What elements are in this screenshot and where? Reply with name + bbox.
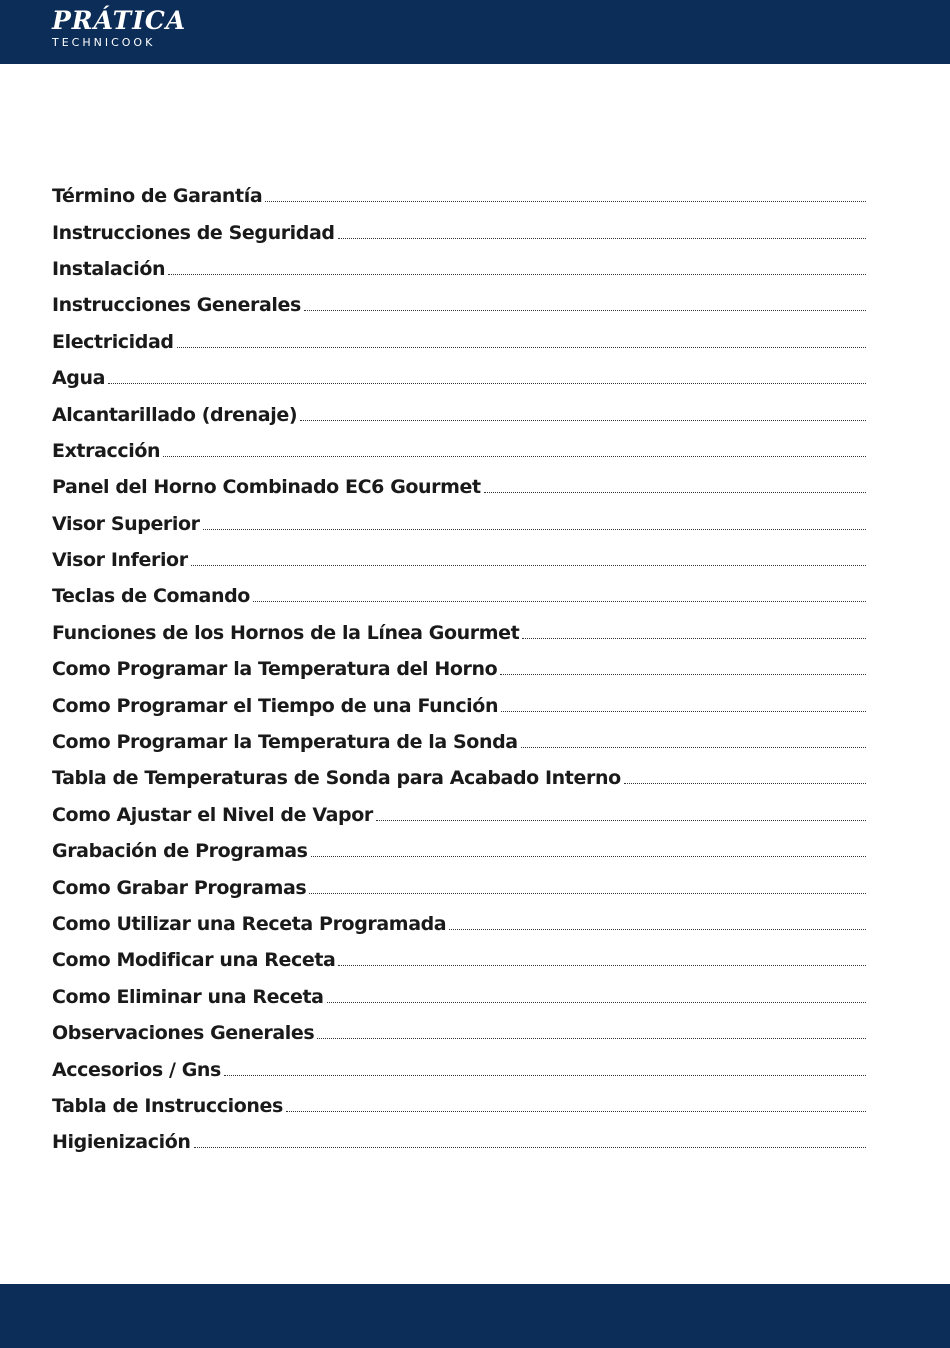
- toc-entry-label: Funciones de los Hornos de la Línea Gourmet: [52, 621, 520, 644]
- toc-entry[interactable]: [52, 942, 866, 978]
- toc-entry-label: Grabación de Programas: [52, 840, 308, 863]
- dot-leader: [300, 419, 866, 421]
- dot-leader: [376, 819, 866, 821]
- toc-entry[interactable]: [52, 833, 866, 869]
- toc-entry-label: Como Ajustar el Nivel de Vapor: [52, 803, 373, 826]
- dot-leader: [224, 1074, 866, 1076]
- toc-entry-label: Electricidad: [52, 330, 174, 353]
- toc-entry-label: Extracción: [52, 439, 161, 462]
- dot-leader: [338, 964, 866, 966]
- toc-entry-label: Tabla de Temperaturas de Sonda para Acabado Interno: [52, 767, 621, 790]
- toc-entry[interactable]: [52, 578, 866, 614]
- toc-entry-label: Higienización: [52, 1131, 191, 1154]
- toc-entry-label: Como Grabar Programas: [52, 876, 307, 899]
- toc-entry[interactable]: [52, 760, 866, 796]
- dot-leader: [253, 600, 866, 602]
- toc-entry[interactable]: [52, 1015, 866, 1051]
- dot-leader: [449, 928, 866, 930]
- toc-entry-label: Observaciones Generales: [52, 1022, 315, 1045]
- toc-entry-label: Como Programar el Tiempo de una Función: [52, 694, 499, 717]
- table-of-contents: [52, 178, 866, 1161]
- toc-entry[interactable]: [52, 724, 866, 760]
- dot-leader: [203, 528, 866, 530]
- brand-subtitle: TECHNICOOK: [52, 36, 156, 49]
- dot-leader: [311, 855, 866, 857]
- toc-entry-label: Como Modificar una Receta: [52, 949, 336, 972]
- toc-entry-label: Visor Superior: [52, 512, 200, 535]
- toc-entry[interactable]: [52, 797, 866, 833]
- toc-entry-label: Alcantarillado (drenaje): [52, 403, 298, 426]
- toc-entry[interactable]: [52, 906, 866, 942]
- toc-entry-label: Término de Garantía: [52, 185, 263, 208]
- toc-entry[interactable]: [52, 287, 866, 323]
- toc-entry[interactable]: [52, 324, 866, 360]
- dot-leader: [501, 710, 866, 712]
- dot-leader: [624, 782, 866, 784]
- dot-leader: [168, 273, 866, 275]
- dot-leader: [317, 1037, 866, 1039]
- toc-entry[interactable]: [52, 1124, 866, 1160]
- toc-entry[interactable]: [52, 360, 866, 396]
- toc-entry-label: Instalación: [52, 257, 166, 280]
- toc-entry[interactable]: [52, 1088, 866, 1124]
- toc-entry[interactable]: [52, 1051, 866, 1087]
- toc-entry[interactable]: [52, 506, 866, 542]
- toc-entry[interactable]: [52, 178, 866, 214]
- dot-leader: [521, 746, 866, 748]
- toc-entry[interactable]: [52, 469, 866, 505]
- toc-entry[interactable]: [52, 869, 866, 905]
- bottom-footer-bar: [0, 1284, 950, 1348]
- brand-logo: [52, 6, 186, 49]
- top-header-bar: [0, 0, 950, 64]
- dot-leader: [286, 1110, 866, 1112]
- dot-leader: [522, 637, 866, 639]
- dot-leader: [194, 1146, 867, 1148]
- toc-entry[interactable]: [52, 396, 866, 432]
- dot-leader: [265, 200, 866, 202]
- dot-leader: [191, 564, 866, 566]
- dot-leader: [108, 382, 866, 384]
- toc-entry-label: Visor Inferior: [52, 549, 188, 572]
- toc-entry-label: Accesorios / Gns: [52, 1058, 221, 1081]
- toc-entry-label: Instrucciones Generales: [52, 294, 301, 317]
- toc-entry[interactable]: [52, 542, 866, 578]
- toc-entry-label: Agua: [52, 367, 106, 390]
- dot-leader: [484, 491, 866, 493]
- toc-entry[interactable]: [52, 687, 866, 723]
- dot-leader: [177, 346, 866, 348]
- dot-leader: [338, 237, 866, 239]
- toc-entry-label: Como Programar la Temperatura de la Sonda: [52, 731, 518, 754]
- dot-leader: [304, 309, 866, 311]
- brand-name: PRÁTICA: [52, 6, 187, 35]
- dot-leader: [327, 1001, 866, 1003]
- toc-entry[interactable]: [52, 615, 866, 651]
- toc-entry-label: Como Utilizar una Receta Programada: [52, 913, 447, 935]
- dot-leader: [500, 673, 866, 675]
- toc-entry[interactable]: [52, 251, 866, 287]
- dot-leader: [163, 455, 866, 457]
- toc-entry[interactable]: [52, 214, 866, 250]
- toc-entry-label: Panel del Horno Combinado EC6 Gourmet: [52, 476, 481, 499]
- dot-leader: [309, 892, 866, 894]
- toc-entry-label: Tabla de Instrucciones: [52, 1094, 283, 1117]
- toc-entry-label: Instrucciones de Seguridad: [52, 221, 335, 244]
- toc-entry-label: Como Eliminar una Receta: [52, 985, 324, 1008]
- toc-entry-label: Como Programar la Temperatura del Horno: [52, 658, 498, 681]
- toc-entry[interactable]: [52, 979, 866, 1015]
- toc-entry-label: Teclas de Comando: [52, 585, 250, 608]
- toc-entry[interactable]: [52, 651, 866, 687]
- toc-entry[interactable]: [52, 433, 866, 469]
